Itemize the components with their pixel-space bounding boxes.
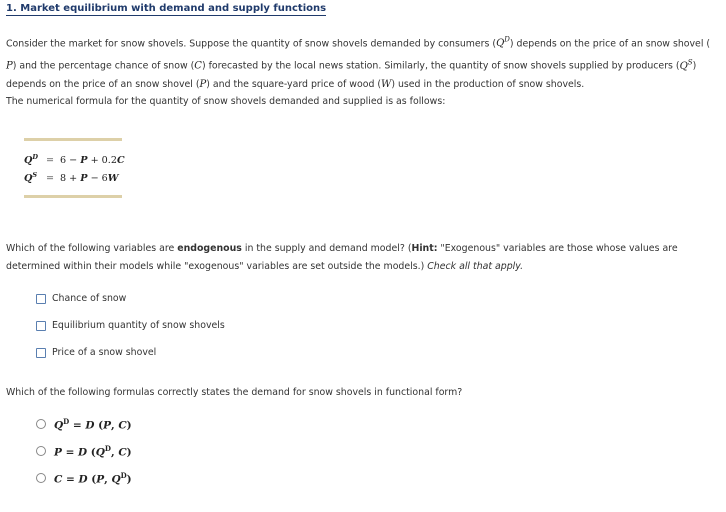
checkbox-label[interactable]: Price of a snow shovel [52,347,157,358]
radio-button[interactable] [36,446,46,456]
intro-line-3: depends on the price of an snow shovel (P) and the square-yard price of wood (W) used in the production of snow shovels. [6,78,585,90]
equation-top-rule [24,138,122,141]
intro-paragraph [6,31,720,94]
checkbox-label[interactable]: Equilibrium quantity of snow shovels [52,320,225,331]
intro-line-1: Consider the market for snow shovels. Suppose the quantity of snow shovels demanded by consumers $(Q^D)$ depends on the price of an snow shovel ( [6,36,711,50]
radio-option-qd-equals-d-p-c[interactable] [36,417,132,432]
radio-label[interactable]: $Q^D = D$ (P, C) [54,417,132,432]
radio-option-p-equals-d-qd-c[interactable] [36,444,132,459]
checkbox-option-price[interactable] [36,347,156,358]
equation-bottom-rule [24,195,122,198]
checkbox-label[interactable]: Chance of snow [52,293,127,304]
endogenous-question: Which of the following variables are endogenous in the supply and demand model? (Hint: "Exogenous" variables are those whose values are determined within their models while "exogenous" variables are set outside the models.) Check all that apply. [6,243,678,272]
radio-label[interactable]: C = D (P, $Q^D$) [54,471,132,486]
intro-line-2: P) and the percentage chance of snow (C) forecasted by the local news station. Similarly, the quantity of snow shovels supplied by producers $(Q^S)$ [6,58,697,72]
radio-button[interactable] [36,473,46,483]
checkbox[interactable] [36,321,46,331]
checkbox-option-chance-of-snow[interactable] [36,293,126,304]
supply-equation: $Q^S = 8 + P - 6W$ [24,171,119,185]
radio-label[interactable]: P = D ($Q^D$, C) [54,444,132,459]
checkbox-option-equilibrium-quantity[interactable] [36,320,225,331]
checkbox[interactable] [36,348,46,358]
checkbox[interactable] [36,294,46,304]
question-title: 1. Market equilibrium with demand and supply functions [6,3,327,14]
radio-option-c-equals-d-p-qd[interactable] [36,471,132,486]
functional-form-question: Which of the following formulas correctly states the demand for snow shovels in functional form? [6,387,463,398]
radio-button[interactable] [36,419,46,429]
demand-equation: $Q^D = 6 - P + 0.2C$ [24,153,125,167]
formula-intro: The numerical formula for the quantity of snow shovels demanded and supplied is as follows: [6,96,446,107]
equation-box [24,138,125,200]
